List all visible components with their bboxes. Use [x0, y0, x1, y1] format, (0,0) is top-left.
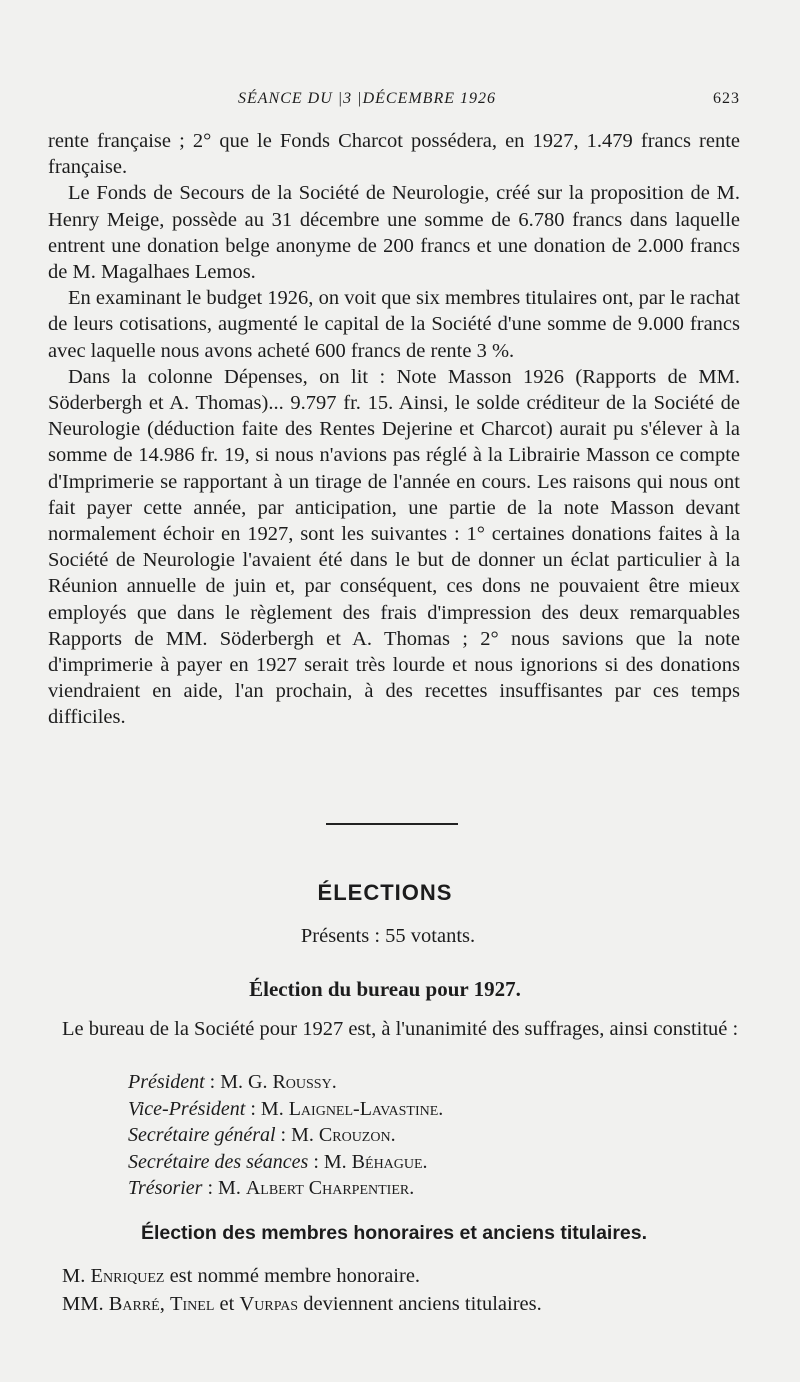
- honoraires-heading: Élection des membres honoraires et anciens titulaires.: [140, 1222, 648, 1244]
- bureau-heading: Élection du bureau pour 1927.: [249, 977, 521, 1001]
- officer-name: Laignel-Lavastine.: [288, 1097, 444, 1120]
- officer-name: Albert Charpentier.: [245, 1177, 415, 1199]
- officer-prefix: M.: [260, 1097, 284, 1120]
- officer-general-secretary: Secrétaire général : M. Crouzon.: [128, 1124, 396, 1146]
- presents-count: Présents : 55 votants.: [300, 925, 476, 947]
- officer-role: Secrétaire général: [128, 1124, 276, 1146]
- honor-rest: est nommé membre honoraire.: [164, 1265, 421, 1287]
- honoraires-list: [62, 1262, 742, 1318]
- officer-name: Crouzon.: [318, 1124, 396, 1146]
- honor-prefix: MM.: [62, 1293, 104, 1315]
- honor-name: Vurpas: [239, 1293, 299, 1315]
- honor-sep: et: [214, 1293, 240, 1315]
- elections-heading: ÉLECTIONS: [317, 880, 453, 905]
- honor-name: Barré: [108, 1293, 160, 1315]
- honor-sep: ,: [159, 1293, 170, 1315]
- officer-session-secretary: Secrétaire des séances : M. Béhague.: [128, 1150, 428, 1173]
- paragraph-3: En examinant le budget 1926, on voit que six membres titulaires ont, par le rachat de leurs cotisations, augmenté le capital de la Société d'une somme de 9.000 francs avec laquelle nous avons acheté 600 francs de rente 3 %.: [48, 287, 740, 362]
- section-divider: [326, 823, 458, 825]
- report-body: [48, 128, 740, 731]
- paragraph-1: rente française ; 2° que le Fonds Charcot possédera, en 1927, 1.479 francs rente française.: [48, 130, 740, 179]
- bureau-paragraph: [48, 1016, 740, 1042]
- honor-name: Tinel: [169, 1293, 215, 1315]
- officer-role: Vice-Président: [128, 1097, 246, 1120]
- officer-name: Roussy.: [272, 1071, 337, 1093]
- officers-list: [128, 1069, 688, 1202]
- officer-name: Béhague.: [351, 1150, 428, 1173]
- honor-name: Enriquez: [90, 1265, 165, 1287]
- officer-prefix: M.: [218, 1177, 241, 1199]
- honor-prefix: M.: [62, 1265, 86, 1287]
- officer-role: Trésorier: [128, 1177, 203, 1199]
- officer-role: Président: [128, 1071, 205, 1093]
- bureau-text: Le bureau de la Société pour 1927 est, à l'unanimité des suffrages, ainsi constitué :: [62, 1018, 739, 1040]
- honorary-member-line: [62, 1262, 742, 1290]
- officer-role: Secrétaire des séances: [128, 1150, 309, 1173]
- page-number: 623: [713, 90, 740, 107]
- officer-vice-president: Vice-Président : M. Laignel-Lavastine.: [128, 1097, 444, 1120]
- honor-rest: deviennent anciens titulaires.: [298, 1293, 542, 1315]
- paragraph-2: Le Fonds de Secours de la Société de Neurologie, créé sur la proposition de M. Henry Meige, possède au 31 décembre une somme de 6.780 francs dans laquelle entrent une donation belge anonyme de 200 francs et une donation de 2.000 francs de M. Magalhaes Lemos.: [48, 182, 740, 284]
- running-head-title: SÉANCE DU |3 |DÉCEMBRE 1926: [238, 90, 496, 107]
- former-titular-line: [62, 1290, 742, 1318]
- officer-prefix: M. G.: [220, 1071, 268, 1093]
- officer-treasurer: Trésorier : M. Albert Charpentier.: [128, 1177, 415, 1199]
- officer-prefix: M.: [291, 1124, 314, 1146]
- officer-president: Président : M. G. Roussy.: [128, 1071, 337, 1093]
- paragraph-4: Dans la colonne Dépenses, on lit : Note Masson 1926 (Rapports de MM. Söderbergh et A. Thomas)... 9.797 fr. 15. Ainsi, le solde créditeur de la Société de Neurologie (déduction faite des Rentes Dejerine et Charcot) aurait pu s'élever à la somme de 14.986 fr. 19, si nous n'avions pas réglé à la Librairie Masson ce compte d'Imprimerie se rapportant à un tirage de l'année en cours. Les raisons qui nous ont fait payer cette année, par anticipation, une partie de la note Masson devant normalement échoir en 1927, sont les suivantes : 1° certaines donations faites à la Société de Neurologie l'avaient été dans le but de donner un éclat particulier à la Réunion annuelle de juin et, par conséquent, ces dons ne pouvaient être mieux employés que dans le règlement des frais d'impression des deux remarquables Rapports de MM. Söderbergh et A. Thomas ; 2° nous savions que la note d'imprimerie à payer en 1927 serait très lourde et nous ignorions si des donations viendraient en aide, l'an prochain, à des recettes insuffisantes par ces temps difficiles.: [48, 365, 740, 729]
- officer-prefix: M.: [323, 1150, 347, 1173]
